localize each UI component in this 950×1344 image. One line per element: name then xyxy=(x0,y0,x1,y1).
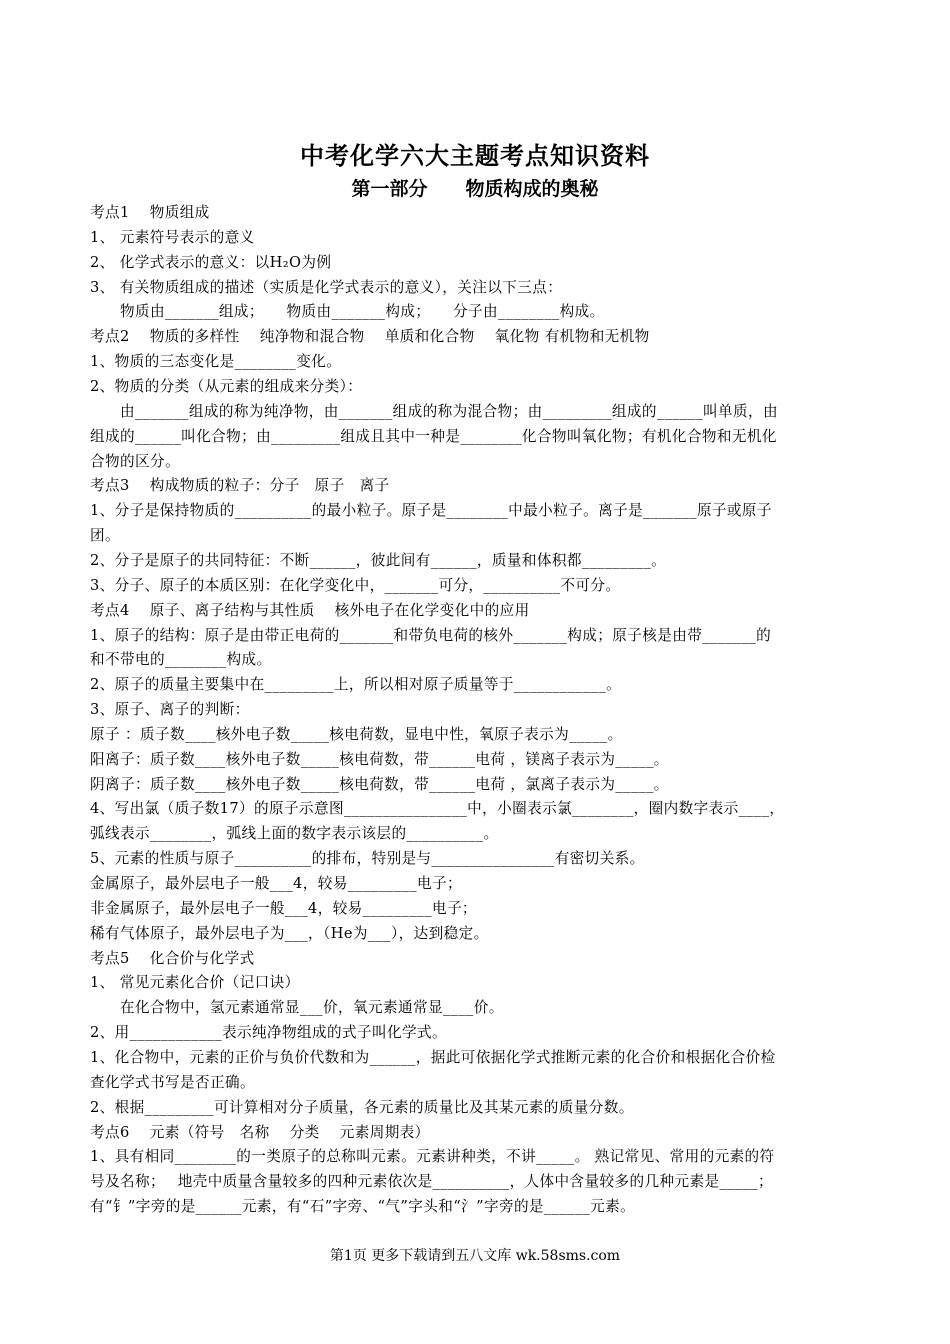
text-line: 3、分子、原子的本质区别：在化学变化中，_______可分，__________不可分。 xyxy=(90,576,621,594)
text-line: 查化学式书写是否正确。 xyxy=(90,1073,255,1091)
text-line: 物质由_______组成； 物质由_______构成； 分子由________构成。 xyxy=(90,303,605,321)
text-line: 考点4 原子、离子结构与其性质 核外电子在化学变化中的应用 xyxy=(90,601,530,619)
text-line: 考点2 物质的多样性 纯净物和混合物 单质和化合物 氧化物 有机物和无机物 xyxy=(90,328,650,346)
page-footer: 第1页 更多下载请到五八文库 wk.58sms.com xyxy=(329,1248,621,1264)
text-line: 原子 ：质子数____核外电子数_____核电荷数，显电中性，氧原子表示为_____。 xyxy=(90,725,623,743)
doc-subtitle: 第一部分 物质构成的奥秘 xyxy=(351,178,599,200)
text-line: 在化合物中，氢元素通常显___价，氧元素通常显____价。 xyxy=(90,999,504,1017)
text-line: 组成的______叫化合物；由_________组成且其中一种是________化合物叫氧化物；有机化合物和无机化 xyxy=(90,427,777,445)
text-line: 稀有气体原子，最外层电子为___，（He为___），达到稳定。 xyxy=(90,924,489,942)
text-line: 团。 xyxy=(90,527,120,544)
text-line: 3、 有关物质组成的描述（实质是化学式表示的意义），关注以下三点： xyxy=(90,278,563,296)
text-line: 2、用____________表示纯净物组成的式子叫化学式。 xyxy=(90,1024,447,1042)
text-line: 1、 常见元素化合价（记口诀） xyxy=(90,974,300,992)
text-line: 阴离子：质子数____核外电子数_____核电荷数，带______电荷 ，氯离子表示为_____。 xyxy=(90,775,669,793)
text-line: 考点1 物质组成 xyxy=(90,204,210,221)
text-line: 1、具有相同________的一类原子的总称叫元素。元素讲种类，不讲_____。 熟记常见、常用的元素的符 xyxy=(90,1148,775,1166)
text-line: 1、原子的结构：原子是由带正电荷的_______和带负电荷的核外_______构成；原子核是由带_______的 xyxy=(90,626,772,644)
text-line: 阳离子：质子数____核外电子数_____核电荷数，带______电荷 ，镁离子表示为_____。 xyxy=(90,750,669,768)
text-line: 2、根据_________可计算相对分子质量，各元素的质量比及其某元素的质量分数。 xyxy=(90,1098,634,1116)
text-line: 弧线表示________，弧线上面的数字表示该层的__________。 xyxy=(90,825,499,843)
text-line: 5、元素的性质与原子__________的排布，特别是与________________有密切关系。 xyxy=(90,850,645,868)
text-line: 考点6 元素（符号 名称 分类 元素周期表） xyxy=(90,1123,430,1141)
text-line: 4、写出氯（质子数17）的原子示意图________________中，小圈表示氯________，圈内数字表示____， xyxy=(90,800,785,818)
text-line: 2、 化学式表示的意义：以H₂O为例 xyxy=(90,253,332,271)
text-line: 1、 元素符号表示的意义 xyxy=(90,228,255,246)
text-line: 1、化合物中，元素的正价与负价代数和为______，据此可依据化学式推断元素的化合价和根据化合价检 xyxy=(90,1048,776,1066)
text-line: 由_______组成的称为纯净物，由_______组成的称为混合物；由_________组成的______叫单质，由 xyxy=(90,402,779,420)
text-line: 和不带电的________构成。 xyxy=(90,651,272,669)
text-line: 合物的区分。 xyxy=(90,452,180,470)
text-line: 3、原子、离子的判断： xyxy=(90,701,250,718)
text-line: 1、物质的三态变化是________变化。 xyxy=(90,353,342,371)
text-line: 非金属原子，最外层电子一般___4，较易_________电子； xyxy=(90,899,477,917)
text-line: 考点5 化合价与化学式 xyxy=(90,949,255,967)
text-line: 1、分子是保持物质的__________的最小粒子。原子是________中最小粒子。离子是_______原子或原子 xyxy=(90,502,772,520)
text-line: 2、原子的质量主要集中在_________上，所以相对原子质量等于____________。 xyxy=(90,676,622,694)
text-line: 考点3 构成物质的粒子：分子 原子 离子 xyxy=(90,477,390,495)
text-line: 有“钅”字旁的是______元素，有“石”字旁、“气”字头和“氵”字旁的是______元素。 xyxy=(90,1198,636,1215)
text-line: 号及名称； 地壳中质量含量较多的四种元素依次是__________，人体中含量较多的几种元素是_____； xyxy=(90,1173,773,1191)
doc-title: 中考化学六大主题考点知识资料 xyxy=(300,141,650,170)
text-line: 2、物质的分类（从元素的组成来分类）： xyxy=(90,378,363,395)
text-line: 2、分子是原子的共同特征：不断______，彼此间有______，质量和体积都_________。 xyxy=(90,551,667,569)
text-line: 金属原子，最外层电子一般___4，较易_________电子； xyxy=(90,875,462,892)
